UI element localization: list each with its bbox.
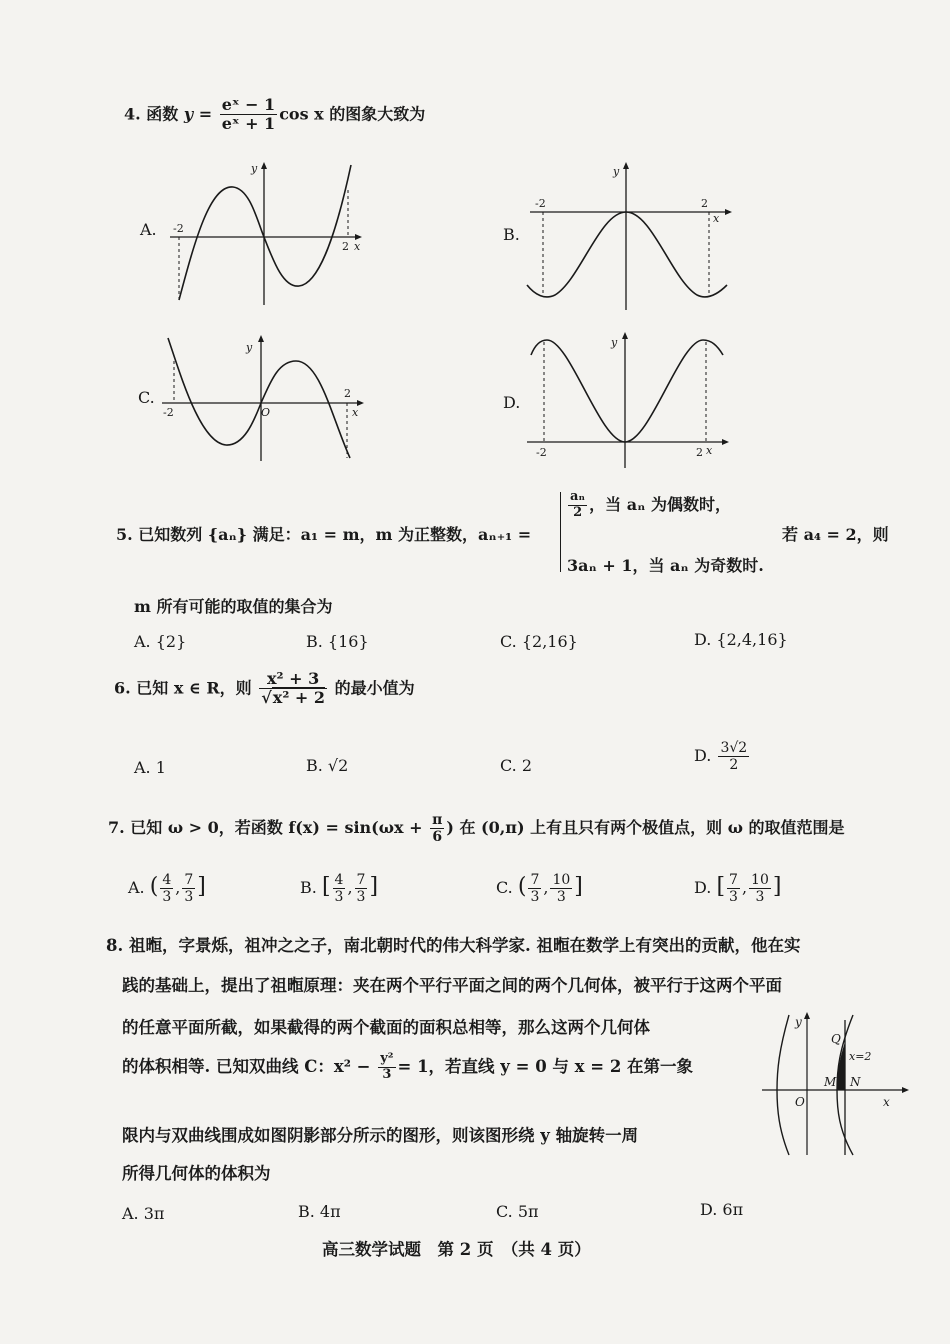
graph-c-y: y <box>246 341 253 354</box>
hyperbola-figure <box>757 1010 917 1160</box>
graph-c-label: C. <box>138 388 155 407</box>
graph-d <box>525 330 735 470</box>
graph-b-y: y <box>613 165 620 178</box>
fig-m: M <box>824 1075 837 1089</box>
q4-stem: 4. 函数 y = $\frac{\text{eˣ − 1}}{\text{eˣ + 1}}$ cos x 的图象大致为 <box>124 95 426 134</box>
graph-c <box>160 333 370 463</box>
q8-option-c: C. 5π <box>496 1202 539 1221</box>
q8-option-d: D. 6π <box>700 1200 744 1219</box>
graph-a-y: y <box>251 162 258 175</box>
page-footer: 高三数学试题 第 2 页 （共 4 页） <box>322 1240 591 1259</box>
graph-b-left-tick: -2 <box>535 197 546 210</box>
q8-line5: 限内与双曲线围成如图阴影部分所示的图形，则该图形绕 y 轴旋转一周 <box>122 1126 639 1145</box>
q5-case2: 3aₙ + 1，当 aₙ 为奇数时. <box>567 556 764 575</box>
graph-d-label: D. <box>503 393 521 412</box>
graph-a-left-tick: -2 <box>173 222 184 235</box>
q8-line4: 的体积相等. 已知双曲线 C：x² − $\frac{\text{y²}}{3}$ = 1，若直线 y = 0 与 x = 2 在第一象 <box>122 1051 694 1082</box>
q6-option-c: C. 2 <box>500 756 533 775</box>
graph-b-x: x <box>713 212 720 225</box>
q5-stem: 5. 已知数列 {aₙ} 满足：a₁ = m，m 为正整数，aₙ₊₁ = <box>116 525 532 544</box>
fig-n: N <box>850 1075 861 1089</box>
graph-a <box>165 160 365 320</box>
q6-option-b: B. √2 <box>306 756 349 775</box>
q5-stem-c: m 所有可能的取值的集合为 <box>134 597 333 616</box>
q5-case1: $\frac{\text{aₙ}}{2}$ ，当 aₙ 为偶数时， <box>570 489 731 520</box>
q6-option-a: A. 1 <box>134 758 166 777</box>
q8-line1: 8. 祖暅，字景烁，祖冲之之子，南北朝时代的伟大科学家. 祖暅在数学上有突出的贡献，他在实 <box>106 936 801 955</box>
q8-option-a: A. 3π <box>122 1204 165 1223</box>
q7-stem: 7. 已知 ω > 0，若函数 f(x) = sin(ωx + $\frac{\pi}{6}$ ) 在 (0,π) 上有且只有两个极值点，则 ω 的取值范围是 <box>108 812 845 846</box>
q8-line3: 的任意平面所截，如果截得的两个截面的面积总相等，那么这两个几何体 <box>122 1018 650 1037</box>
graph-d-left-tick: -2 <box>536 446 547 459</box>
graph-b <box>525 160 735 320</box>
q7-option-b: B. [ $\frac{4}{3}$ , $\frac{7}{3}$ ] <box>300 872 379 906</box>
fig-x: x <box>883 1095 890 1109</box>
q8-option-b: B. 4π <box>298 1202 341 1221</box>
fig-line-label: x=2 <box>849 1050 872 1063</box>
graph-d-x: x <box>706 444 713 457</box>
q4-fraction: $\frac{\text{eˣ − 1}}{\text{eˣ + 1}}$ <box>221 95 276 134</box>
q6-option-d: D. $\frac{3√2}{2}$ <box>694 740 748 774</box>
graph-c-origin: O <box>261 406 271 419</box>
graph-a-x: x <box>354 240 361 253</box>
q7-option-c: C. ( $\frac{7}{3}$ , $\frac{10}{3}$ ] <box>496 872 583 906</box>
q7-option-a: A. ( $\frac{4}{3}$ , $\frac{7}{3}$ ] <box>128 872 206 906</box>
q5-stem-b: 若 a₄ = 2，则 <box>782 525 889 544</box>
graph-d-y: y <box>611 336 618 349</box>
q6-stem: 6. 已知 x ∈ R，则 $\frac{\text{x² + 3}}{\text{√x² + 2}}$ 的最小值为 <box>114 669 415 708</box>
q5-brace <box>560 492 561 572</box>
graph-a-label: A. <box>140 220 157 239</box>
graph-b-right-tick: 2 <box>701 197 708 210</box>
q5-option-a: A. {2} <box>134 632 187 651</box>
q8-line2: 践的基础上，提出了祖暅原理：夹在两个平行平面之间的两个几何体，被平行于这两个平面 <box>122 976 782 995</box>
graph-c-x: x <box>352 406 359 419</box>
graph-c-left-tick: -2 <box>163 406 174 419</box>
fig-q: Q <box>831 1032 841 1046</box>
graph-a-right-tick: 2 <box>342 240 349 253</box>
q7-option-d: D. [ $\frac{7}{3}$ , $\frac{10}{3}$ ] <box>694 872 782 906</box>
q6-fraction: $\frac{\text{x² + 3}}{\text{√x² + 2}}$ <box>261 669 326 708</box>
q8-line6: 所得几何体的体积为 <box>122 1164 271 1183</box>
graph-b-label: B. <box>503 225 520 244</box>
graph-d-right-tick: 2 <box>696 446 703 459</box>
q5-option-d: D. {2,4,16} <box>694 630 788 649</box>
fig-y: y <box>795 1015 802 1029</box>
fig-o: O <box>795 1095 805 1109</box>
graph-c-right-tick: 2 <box>344 387 351 400</box>
q5-option-b: B. {16} <box>306 632 369 651</box>
q5-option-c: C. {2,16} <box>500 632 578 651</box>
